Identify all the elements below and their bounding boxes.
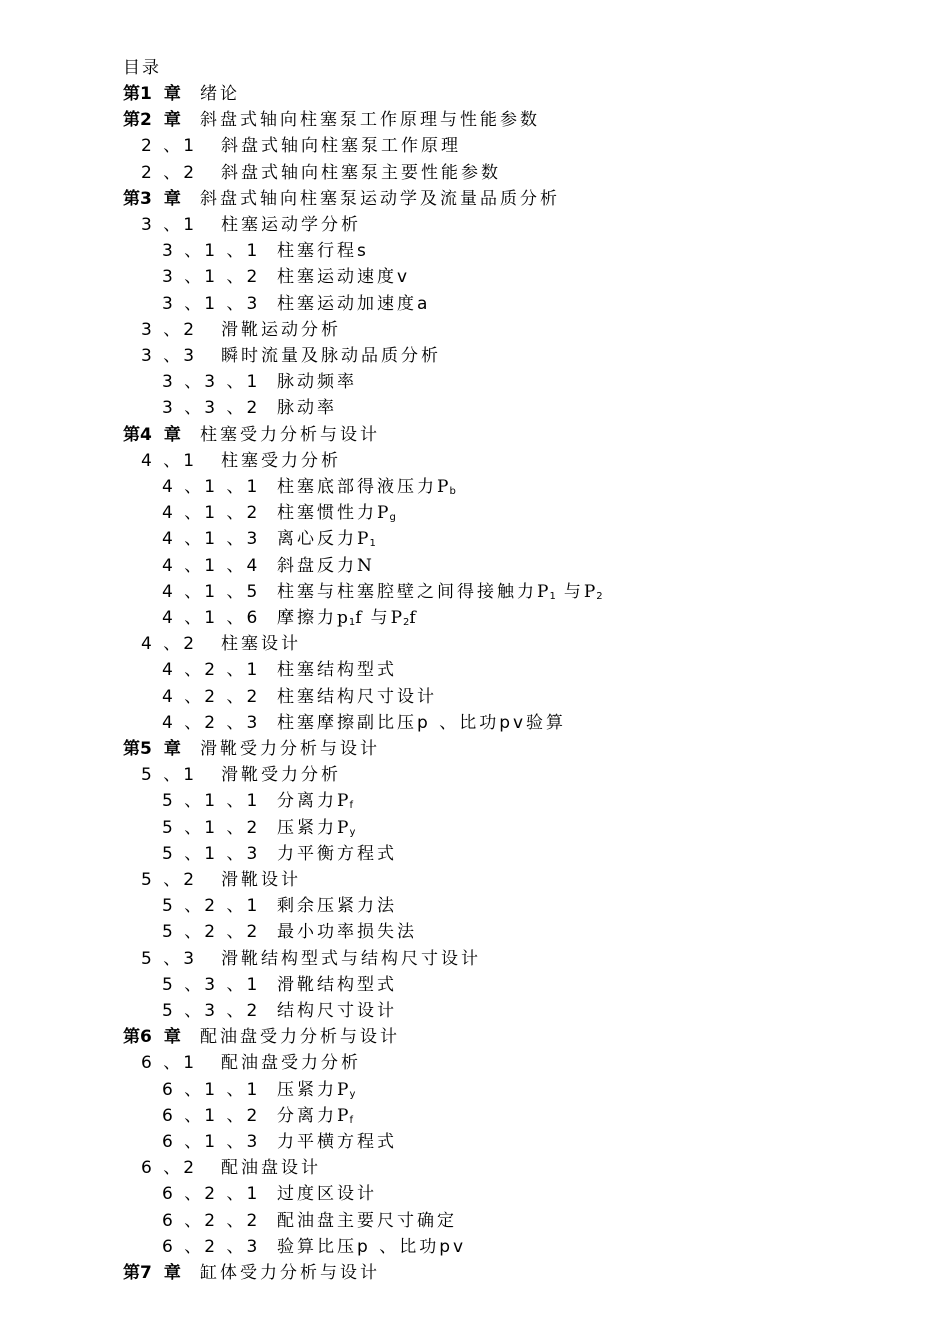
- toc-entry-title: [221, 448, 341, 474]
- toc-entry-title: [200, 1260, 380, 1286]
- toc-entry-title-text: 滑靴受力分析: [221, 765, 341, 785]
- toc-entry-title: [277, 998, 397, 1024]
- toc-entry-chapter-mark: 章: [163, 1027, 181, 1047]
- toc-entry-number: [162, 579, 260, 605]
- toc-entry-number: [162, 684, 260, 710]
- toc-entry-title-text: 柱塞摩擦副比压p 、比功pv验算: [277, 713, 567, 733]
- toc-title: 目录: [123, 58, 161, 78]
- toc-entry-number-text: 3 、2: [141, 320, 198, 340]
- toc-entry-number-text: 第6: [123, 1027, 152, 1047]
- toc-entry-title-text: 滑靴运动分析: [221, 320, 341, 340]
- toc-entry-chapter-mark: 章: [163, 1263, 181, 1283]
- toc-entry-number: [162, 238, 260, 264]
- toc-entry-number: [162, 710, 260, 736]
- toc-entry-number: [162, 815, 260, 841]
- toc-entry-subscript: 1: [549, 591, 556, 602]
- toc-entry-number-text: 3 、1 、3: [162, 294, 261, 314]
- toc-entry-number-text: 5 、2 、1: [162, 896, 261, 916]
- toc-entry-number: [162, 1077, 260, 1103]
- toc-entry-title-text: 分离力: [277, 1106, 337, 1126]
- toc-entry-number: [141, 762, 197, 788]
- toc-entry-symbol: P: [377, 503, 390, 523]
- toc-entry-number-text: 6 、2 、2: [162, 1211, 261, 1231]
- toc-entry-number: [141, 343, 197, 369]
- toc-entry-title-text: 柱塞运动速度v: [277, 267, 411, 287]
- toc-entry-number-text: 6 、2 、3: [162, 1237, 261, 1257]
- toc-entry-symbol: P: [337, 791, 350, 811]
- toc-entry-subscript: f: [349, 1115, 353, 1126]
- toc-entry-title-text: 柱塞受力分析: [221, 451, 341, 471]
- toc-entry-number: [162, 605, 260, 631]
- toc-entry-number-text: 3 、1 、2: [162, 267, 261, 287]
- toc-entry-number: [141, 160, 197, 186]
- toc-entry-title-text: 最小功率损失法: [277, 922, 417, 942]
- toc-entry-title-text: 配油盘受力分析与设计: [200, 1027, 400, 1047]
- toc-entry-number: [162, 526, 260, 552]
- toc-entry-title: [200, 736, 380, 762]
- toc-entry-number: [141, 212, 197, 238]
- toc-entry-number-text: 4 、1 、2: [162, 503, 261, 523]
- toc-entry-symbol: P: [357, 529, 370, 549]
- toc-entry-title: [277, 553, 373, 579]
- toc-entry-number-text: 5 、3 、2: [162, 1001, 261, 1021]
- toc-entry-number-text: 3 、3: [141, 346, 198, 366]
- toc-entry-title-text: 缸体受力分析与设计: [200, 1263, 380, 1283]
- toc-entry-number-text: 5 、1 、3: [162, 844, 261, 864]
- toc-entry-number: [141, 1155, 197, 1181]
- toc-entry-number-text: 第2: [123, 110, 152, 130]
- toc-entry-number-text: 第7: [123, 1263, 152, 1283]
- toc-entry-subscript: b: [449, 486, 456, 497]
- toc-entry-number: [123, 107, 181, 133]
- toc-entry-title-text: 脉动频率: [277, 372, 357, 392]
- toc-entry-title: [277, 238, 369, 264]
- toc-entry-title-text: 剩余压紧力法: [277, 896, 397, 916]
- toc-entry-title: [277, 1129, 397, 1155]
- toc-entry-number: [162, 291, 260, 317]
- toc-entry-title-text: 力平衡方程式: [277, 844, 397, 864]
- toc-entry-number-text: 4 、1 、4: [162, 556, 261, 576]
- toc-entry-chapter-mark: 章: [163, 425, 181, 445]
- toc-entry-number: [123, 1260, 181, 1286]
- toc-entry-symbol-suffix: f: [355, 608, 363, 628]
- toc-entry-subscript: 1: [369, 538, 376, 549]
- toc-entry-title: [277, 1234, 466, 1260]
- toc-entry-number-text: 2 、1: [141, 136, 198, 156]
- toc-entry-symbol: P: [337, 1106, 350, 1126]
- toc-entry-title: [221, 867, 301, 893]
- toc-entry-title-text: 离心反力: [277, 529, 357, 549]
- toc-entry-title-text: 压紧力: [277, 1080, 337, 1100]
- toc-entry-title-text: 绪论: [200, 84, 240, 104]
- toc-entry-number: [162, 474, 260, 500]
- toc-entry-number-text: 5 、1 、2: [162, 818, 261, 838]
- toc-entry-title-text: 配油盘受力分析: [221, 1053, 361, 1073]
- toc-entry-title-text: 柱塞底部得液压力: [277, 477, 437, 497]
- toc-entry-title: [277, 893, 397, 919]
- toc-entry-title: [277, 972, 397, 998]
- toc-entry-number-text: 4 、2 、3: [162, 713, 261, 733]
- toc-entry-title: [277, 841, 397, 867]
- toc-entry-chapter-mark: 章: [163, 189, 181, 209]
- toc-entry-title: [221, 133, 461, 159]
- toc-entry-symbol: P: [390, 608, 404, 628]
- toc-entry-number-text: 2 、2: [141, 163, 198, 183]
- toc-entry-title-text: 分离力: [277, 791, 337, 811]
- toc-entry-number: [162, 998, 260, 1024]
- toc-entry-number: [162, 369, 260, 395]
- toc-entry-number: [162, 553, 260, 579]
- toc-entry-title-text: 验算比压p 、比功pv: [277, 1237, 467, 1257]
- toc-entry-title: [221, 946, 481, 972]
- toc-entry-symbol: p: [337, 608, 349, 628]
- toc-entry-title: [277, 1181, 377, 1207]
- toc-entry-chapter-mark: 章: [163, 110, 181, 130]
- toc-entry-number-text: 5 、2: [141, 870, 198, 890]
- toc-entry-title-text: 斜盘式轴向柱塞泵工作原理与性能参数: [200, 110, 540, 130]
- toc-entry-number: [141, 946, 197, 972]
- toc-entry-title: [221, 1155, 321, 1181]
- toc-entry-number: [162, 1103, 260, 1129]
- toc-entry-title-text: 柱塞受力分析与设计: [200, 425, 380, 445]
- toc-entry-number-text: 第5: [123, 739, 152, 759]
- toc-entry-number-text: 第4: [123, 425, 152, 445]
- toc-entry-title: [200, 422, 380, 448]
- toc-entry-conjunction: 与: [563, 582, 584, 602]
- toc-entry-subscript: 2: [596, 591, 603, 602]
- toc-entry-number-text: 4 、2 、1: [162, 660, 261, 680]
- toc-entry-title-text: 滑靴受力分析与设计: [200, 739, 380, 759]
- toc-entry-symbol: P: [437, 477, 450, 497]
- toc-entry-title-text: 柱塞结构型式: [277, 660, 397, 680]
- toc-entry-subscript: y: [349, 1089, 356, 1100]
- toc-entry-title-text: 斜盘式轴向柱塞泵工作原理: [221, 136, 461, 156]
- toc-entry-title: [277, 1208, 457, 1234]
- toc-entry-number-text: 4 、2: [141, 634, 198, 654]
- toc-entry-title: [221, 762, 341, 788]
- toc-entry-title-text: 配油盘主要尺寸确定: [277, 1211, 457, 1231]
- toc-entry-number-text: 3 、3 、1: [162, 372, 261, 392]
- toc-entry-number-text: 4 、1: [141, 451, 198, 471]
- toc-entry-title: [277, 657, 397, 683]
- toc-entry-number-text: 4 、1 、6: [162, 608, 261, 628]
- toc-entry-number-text: 6 、2 、1: [162, 1184, 261, 1204]
- toc-entry-title-text: 斜盘式轴向柱塞泵主要性能参数: [221, 163, 501, 183]
- toc-entry-title: [277, 264, 410, 290]
- toc-entry-subscript: y: [349, 827, 356, 838]
- toc-entry-number: [162, 788, 260, 814]
- toc-entry-title: [221, 317, 341, 343]
- toc-entry-chapter-mark: 章: [163, 84, 181, 104]
- toc-entry-symbol-suffix: f: [409, 608, 417, 628]
- toc-entry-number: [162, 1208, 260, 1234]
- toc-entry-title: [200, 107, 540, 133]
- toc-entry-number: [162, 841, 260, 867]
- toc-entry-subscript: f: [349, 800, 353, 811]
- toc-entry-title: [277, 369, 357, 395]
- toc-entry-title-text: 柱塞惯性力: [277, 503, 377, 523]
- toc-entry-title-text: 力平横方程式: [277, 1132, 397, 1152]
- toc-entry-title: [200, 186, 560, 212]
- toc-entry-number-text: 4 、1 、3: [162, 529, 261, 549]
- toc-entry-chapter-mark: 章: [163, 739, 181, 759]
- toc-entry-title-text: 滑靴结构型式与结构尺寸设计: [221, 949, 481, 969]
- toc-entry-number: [162, 1181, 260, 1207]
- toc-entry-number: [123, 1024, 181, 1050]
- toc-entry-title: [200, 1024, 400, 1050]
- toc-entry-title-text: 配油盘设计: [221, 1158, 321, 1178]
- toc-entry-number-text: 4 、2 、2: [162, 687, 261, 707]
- toc-entry-number: [162, 972, 260, 998]
- toc-entry-number: [162, 1129, 260, 1155]
- toc-entry-title: [277, 291, 430, 317]
- toc-entry-number: [123, 736, 181, 762]
- toc-entry-title-text: 滑靴设计: [221, 870, 301, 890]
- toc-entry-title: [277, 684, 437, 710]
- toc-entry-number-text: 6 、1 、2: [162, 1106, 261, 1126]
- toc-entry-number: [162, 657, 260, 683]
- toc-entry-symbol: N: [357, 556, 373, 576]
- toc-entry-subscript: 1: [348, 617, 356, 628]
- toc-entry-number: [141, 448, 197, 474]
- toc-entry-number-text: 5 、1: [141, 765, 198, 785]
- toc-entry-title: [277, 395, 337, 421]
- toc-entry-title-text: 斜盘式轴向柱塞泵运动学及流量品质分析: [200, 189, 560, 209]
- toc-entry-subscript: g: [389, 512, 396, 523]
- toc-entry-title: [277, 710, 566, 736]
- toc-entry-title-text: 结构尺寸设计: [277, 1001, 397, 1021]
- toc-entry-title-text: 柱塞与柱塞腔壁之间得接触力: [277, 582, 537, 602]
- toc-entry-title-text: 柱塞设计: [221, 634, 301, 654]
- toc-entry-number: [162, 264, 260, 290]
- toc-entry-number: [141, 1050, 197, 1076]
- toc-entry-number-text: 6 、1 、1: [162, 1080, 261, 1100]
- toc-entry-number-text: 5 、3: [141, 949, 198, 969]
- toc-entry-number-text: 第1: [123, 84, 152, 104]
- toc-entry-number-text: 6 、2: [141, 1158, 198, 1178]
- toc-entry-title: [221, 343, 441, 369]
- toc-entry-number: [162, 500, 260, 526]
- toc-entry-number: [162, 893, 260, 919]
- toc-entry-number-text: 4 、1 、1: [162, 477, 261, 497]
- toc-entry-title: [221, 1050, 361, 1076]
- toc-entry-number-text: 5 、2 、2: [162, 922, 261, 942]
- toc-entry-subscript: 2: [403, 617, 410, 628]
- toc-entry-title-text: 柱塞运动学分析: [221, 215, 361, 235]
- toc-entry-conjunction: 与: [370, 608, 391, 628]
- toc-entry-number: [141, 317, 197, 343]
- toc-entry-number: [141, 631, 197, 657]
- toc-entry-number-text: 3 、1 、1: [162, 241, 261, 261]
- toc-entry-title-text: 柱塞行程s: [277, 241, 369, 261]
- toc-entry-title: [200, 81, 240, 107]
- toc-entry-number-text: 3 、1: [141, 215, 198, 235]
- toc-entry-number-text: 3 、3 、2: [162, 398, 261, 418]
- toc-entry-title: [277, 919, 417, 945]
- toc-entry-number-text: 5 、3 、1: [162, 975, 261, 995]
- toc-entry-number: [162, 395, 260, 421]
- toc-entry-title: [221, 160, 501, 186]
- toc-entry-title-text: 瞬时流量及脉动品质分析: [221, 346, 441, 366]
- toc-entry-number-text: 第3: [123, 189, 152, 209]
- toc-entry-title-text: 柱塞运动加速度a: [277, 294, 431, 314]
- toc-entry-number: [162, 919, 260, 945]
- toc-entry-number: [141, 133, 197, 159]
- toc-entry-number: [123, 186, 181, 212]
- toc-entry-number-text: 6 、1: [141, 1053, 198, 1073]
- toc-entry-number: [162, 1234, 260, 1260]
- toc-entry-title-text: 滑靴结构型式: [277, 975, 397, 995]
- toc-entry-title: [221, 631, 301, 657]
- toc-entry-number: [123, 422, 181, 448]
- toc-entry-title: [221, 212, 361, 238]
- toc-entry-symbol: P: [583, 582, 597, 602]
- toc-entry-number: [123, 81, 181, 107]
- toc-entry-number-text: 5 、1 、1: [162, 791, 261, 811]
- toc-entry-number-text: 4 、1 、5: [162, 582, 261, 602]
- toc-entry-number-text: 6 、1 、3: [162, 1132, 261, 1152]
- toc-entry-symbol: P: [337, 1080, 350, 1100]
- toc-entry-title-text: 过度区设计: [277, 1184, 377, 1204]
- toc-entry-title-text: 斜盘反力: [277, 556, 357, 576]
- toc-entry-title-text: 柱塞结构尺寸设计: [277, 687, 437, 707]
- toc-entry-title-text: 脉动率: [277, 398, 337, 418]
- toc-entry-title-text: 摩擦力: [277, 608, 337, 628]
- toc-entry-title-text: 压紧力: [277, 818, 337, 838]
- toc-entry-number: [141, 867, 197, 893]
- toc-entry-symbol: P: [537, 582, 550, 602]
- toc-entry-symbol: P: [337, 818, 350, 838]
